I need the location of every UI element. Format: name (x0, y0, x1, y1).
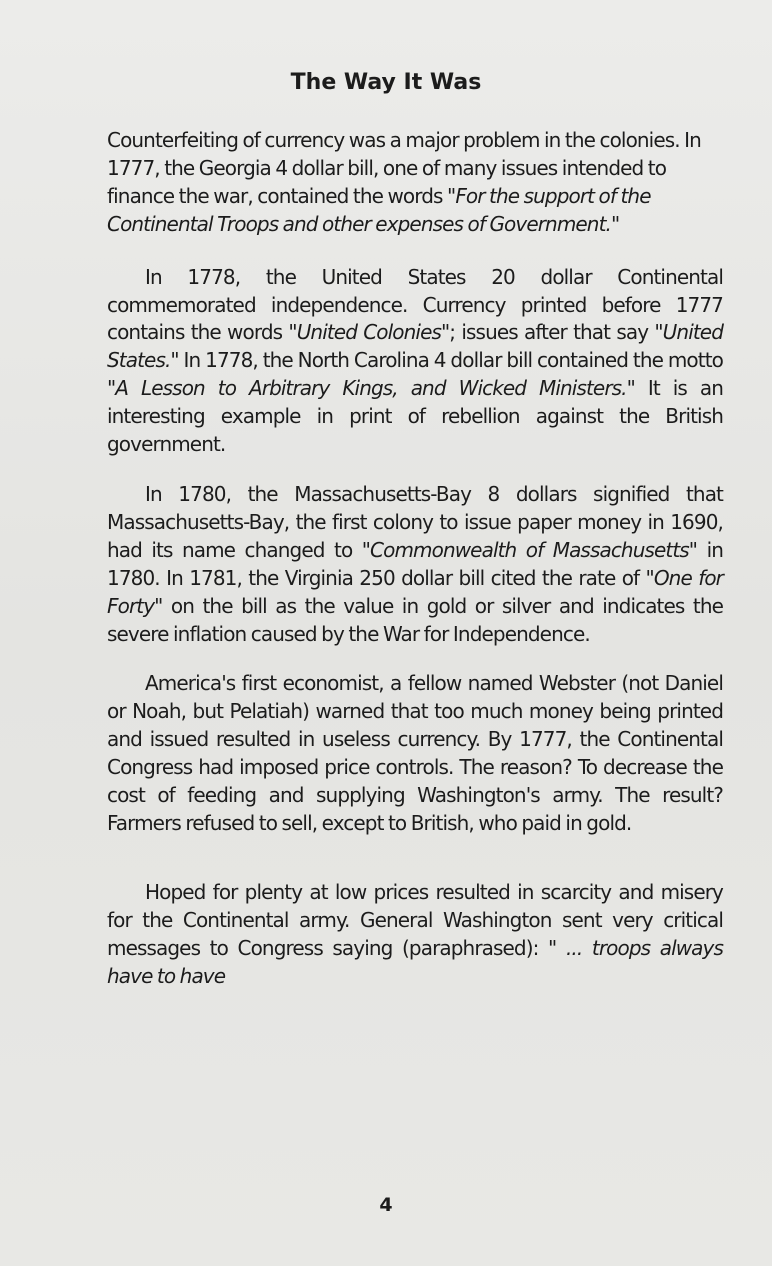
text-segment: Hoped for plenty at low prices resulted in scarcity and misery for the Continental army. General Washington sent very critical messages to Congress saying (paraphrased): " (107, 879, 723, 960)
italic-quote: ... troops always have to have (107, 935, 723, 988)
italic-quote: "Commonwealth of Massachusetts" (361, 537, 698, 562)
text-segment: It is an interesting example in print of rebellion against the British government. (107, 376, 723, 457)
paragraph (107, 670, 723, 837)
text-segment: America's first economist, a fellow named Webster (not Daniel or Noah, but Pelatiah) warned that too much money being printed and issued resulted in useless currency. By 1777, the Continental Congress had imposed price controls. The reason? To decrease the cost of feeding and supplying Washington's army. The result? Farmers refused to sell, except to British, who paid in gold. (107, 671, 723, 835)
text-segment: In 1778, the North Carolina 4 dollar bill contained the motto (178, 348, 723, 373)
italic-quote: "One for Forty" (107, 565, 723, 618)
italic-quote: "A Lesson to Arbitrary Kings, and Wicked Ministers." (107, 376, 635, 401)
italic-quote: "For the support of the Continental Troops and other expenses of Government." (107, 183, 651, 236)
text-segment: in 1780. In 1781, the Virginia 250 dollar bill cited the rate of (107, 537, 724, 590)
body-text (107, 127, 723, 990)
text-segment: Counterfeiting of currency was a major problem in the colonies. In 1777, the Georgia 4 dollar bill, one of many issues intended to finance the war, contained the words (107, 128, 701, 208)
paragraph (107, 879, 723, 991)
page-title: The Way It Was (290, 70, 482, 95)
text-segment: In 1778, the United States 20 dollar Continental commemorated independence. Currency printed before 1777 contains the words (107, 264, 723, 345)
paragraph (107, 481, 723, 648)
text-segment: In 1780, the Massachusetts-Bay 8 dollars signified that Massachusetts-Bay, the first colony to issue paper money in 1690, had its name changed to (107, 481, 723, 562)
italic-quote: "United States." (107, 320, 723, 373)
paragraph (107, 264, 723, 459)
text-segment: ; issues after that say (449, 320, 655, 345)
paragraph (107, 127, 723, 239)
italic-quote: "United Colonies" (288, 320, 450, 345)
text-segment: on the bill as the value in gold or silver and indicates the severe inflation caused by the War for Independence. (107, 593, 723, 646)
page-number: 4 (379, 1194, 393, 1216)
